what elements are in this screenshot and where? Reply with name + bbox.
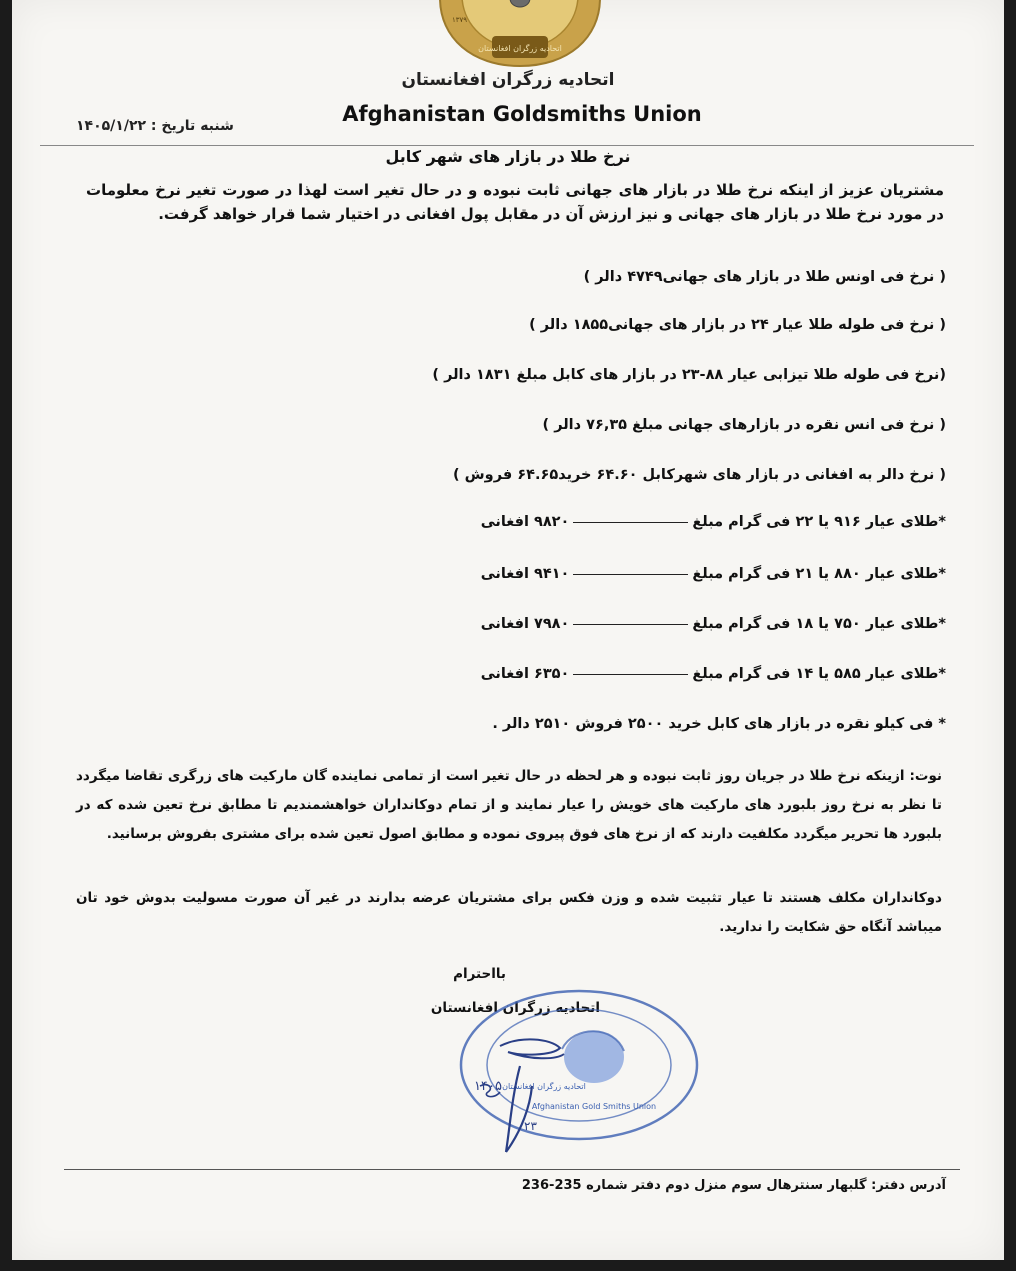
gold-price-value: ۹۴۱۰ افغانی bbox=[480, 566, 570, 582]
stamp-text-fa: اتحادیه زرگران افغانستان bbox=[502, 1082, 586, 1091]
gold-price-row bbox=[481, 514, 946, 530]
signature-mark: ۲۳ bbox=[524, 1119, 537, 1133]
rate-line: ( نرخ فی انس نقره در بازارهای جهانی مبلغ ۷۶,۳۵ دالر ) bbox=[542, 417, 946, 433]
gold-price-label: *طلای عیار ۵۸۵ یا ۱۴ فی گرام مبلغ bbox=[692, 666, 946, 682]
silver-kilo-line: * فی کیلو نقره در بازار های کابل خرید ۲۵۰۰ فروش ۲۵۱۰ دالر . bbox=[492, 716, 946, 732]
union-logo bbox=[432, 0, 608, 70]
note-paragraph: نوت: ازینکه نرخ طلا در جریان روز ثابت نبوده و هر لحظه در حال تغیر است از تمامی نماینده گان مارکیت های زرگری تقاضا میگردد تا نظر به نرخ روز بلبورد های مارکیت های خویش را عیار نمایند و از تمام دوکانداران خواهشمندیم تا مطابق نرخ تعین شده که در بلبورد ها تحریر میگردد مکلفیت دارند که از نرخ های فوق پیروی نموده و مطابق اصول تعین شده برای مشتری بفروش برسانید. bbox=[76, 768, 942, 842]
intro-paragraph: مشتریان عزیز از اینکه نرخ طلا در بازار های جهانی ثابت نبوده و در حال تغیر است لهذا در صورت تغیر نرخ معلومات در مورد نرخ طلا در بازار های جهانی و نیز ارزش آن در مقابل پول افغانی در اختیار شما قرار خواهد گرفت. bbox=[86, 181, 944, 223]
rate-line: ( نرخ دالر به افغانی در بازار های شهرکابل ۶۴.۶۰ خرید۶۴.۶۵ فروش ) bbox=[453, 467, 946, 483]
rate-line: ( نرخ فی اونس طلا در بازار های جهانی۴۷۴۹ دالر ) bbox=[583, 269, 946, 285]
stamp-text-en: Afghanistan Gold Smiths Union bbox=[531, 1102, 657, 1111]
dash-line bbox=[573, 624, 688, 625]
handwritten-signature bbox=[460, 1026, 580, 1156]
gold-price-row bbox=[481, 566, 946, 582]
page-title: نرخ طلا در بازار های شهر کابل bbox=[385, 147, 631, 166]
gold-price-label: *طلای عیار ۷۵۰ یا ۱۸ فی گرام مبلغ bbox=[692, 616, 946, 632]
gold-price-value: ۶۳۵۰ افغانی bbox=[480, 666, 570, 682]
office-address: آدرس دفتر: گلبهار سنترهال سوم منزل دوم دفتر شماره 235-236 bbox=[521, 1178, 946, 1193]
dash-line bbox=[573, 674, 688, 675]
gold-price-label: *طلای عیار ۸۸۰ یا ۲۱ فی گرام مبلغ bbox=[692, 566, 946, 582]
regards-text: بااحترام bbox=[453, 966, 506, 982]
footer-divider bbox=[64, 1169, 960, 1170]
gold-price-label: *طلای عیار ۹۱۶ یا ۲۲ فی گرام مبلغ bbox=[692, 514, 946, 530]
dash-line bbox=[573, 522, 688, 523]
dash-line bbox=[573, 574, 688, 575]
closing-org: اتحادیه زرگران افغانستان bbox=[430, 1000, 600, 1016]
letter-page bbox=[12, 0, 1004, 1260]
header-divider bbox=[40, 145, 974, 146]
gold-price-row bbox=[481, 666, 946, 682]
letter-date: شنبه تاریخ : ۱۴۰۵/۱/۲۲ bbox=[76, 118, 234, 134]
gold-price-value: ۹۸۲۰ افغانی bbox=[480, 514, 570, 530]
union-name-fa: اتحادیه زرگران افغانستان bbox=[401, 70, 615, 90]
union-name-en: Afghanistan Goldsmiths Union bbox=[342, 102, 702, 126]
rate-line: (نرخ فی طوله طلا تیزابی عیار ۸۸-۲۳ در بازار های کابل مبلغ ۱۸۳۱ دالر ) bbox=[432, 367, 946, 383]
rate-line: ( نرخ فی طوله طلا عیار ۲۴ در بازار های جهانی۱۸۵۵ دالر ) bbox=[529, 317, 946, 333]
gold-price-value: ۷۹۸۰ افغانی bbox=[480, 616, 570, 632]
logo-text: اتحادیه زرگران افغانستان bbox=[478, 44, 562, 53]
logo-year: ۱۳۷۹ bbox=[452, 16, 468, 24]
note-paragraph: دوکانداران مکلف هستند تا عیار تثبیت شده و وزن فکس برای مشتریان عرضه بدارند در غیر آن صورت مسولیت بدوش خود تان میباشد آنگاه حق شکایت را ندارید. bbox=[76, 890, 942, 935]
signature-date: ۱۴۰۵ bbox=[474, 1079, 502, 1094]
gold-price-row bbox=[481, 616, 946, 632]
